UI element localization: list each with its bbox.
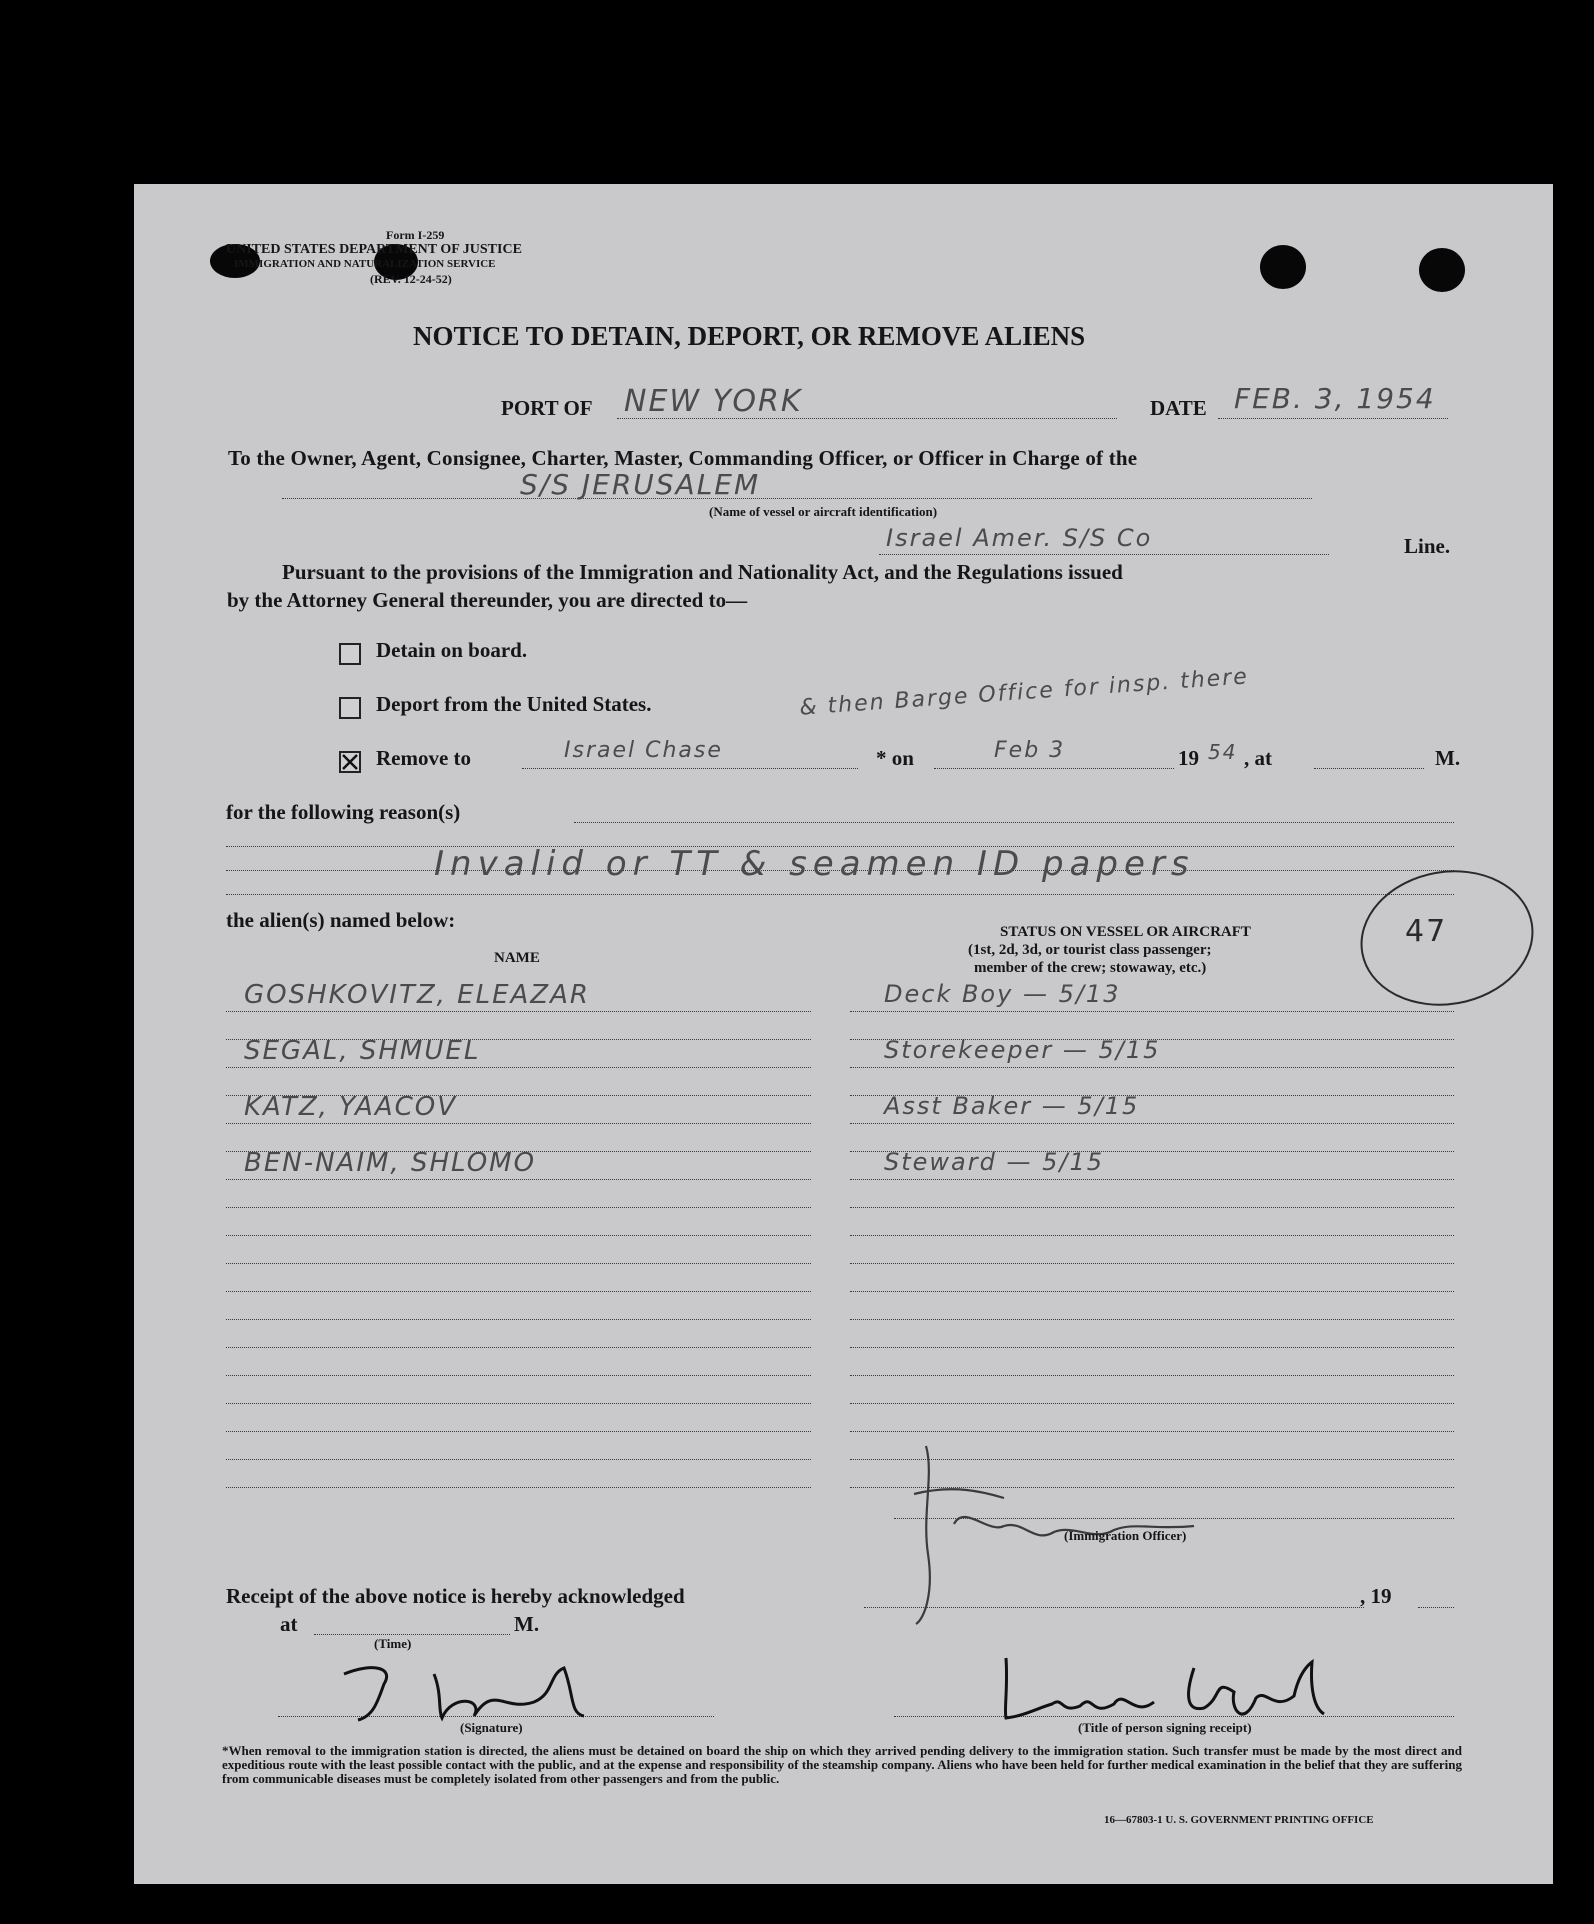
alien-name: BEN-NAIM, SHLOMO bbox=[244, 1148, 537, 1178]
remove-to-value: Israel Chase bbox=[564, 738, 723, 763]
check-mark-icon bbox=[341, 753, 359, 771]
receipt-m: M. bbox=[514, 1612, 540, 1636]
punch-hole-right-1 bbox=[1260, 245, 1306, 289]
date-value: FEB. 3, 1954 bbox=[1234, 382, 1436, 415]
alien-status: Asst Baker — 5/15 bbox=[884, 1092, 1140, 1120]
pursuant-text-2: by the Attorney General thereunder, you are directed to— bbox=[227, 588, 748, 612]
form-page bbox=[134, 184, 1553, 1884]
alien-status: Deck Boy — 5/13 bbox=[884, 980, 1121, 1008]
port-value: NEW YORK bbox=[624, 384, 803, 419]
date-label: DATE bbox=[1150, 396, 1207, 420]
circled-number: 47 bbox=[1405, 914, 1448, 949]
detain-checkbox[interactable] bbox=[339, 643, 361, 665]
form-revision: (REV. 12-24-52) bbox=[370, 272, 452, 286]
at-label: , at bbox=[1244, 746, 1272, 770]
status-header-1: STATUS ON VESSEL OR AIRCRAFT bbox=[1000, 924, 1251, 940]
footnote: *When removal to the immigration station is directed, the aliens must be detained on board the ship on which they arrived pending delivery to the immigration station. Such transfer must be made by the most direct and expeditious route with the least possible contact with the public, and at the expense and responsibility of the steamship company. Aliens who have been held for further medical examination in the belief that they are suffering from communicable diseases must be completely isolated from other passengers and from the public. bbox=[222, 1743, 1462, 1786]
vessel-caption: (Name of vessel or aircraft identification) bbox=[709, 504, 938, 519]
officer-caption: (Immigration Officer) bbox=[1064, 1528, 1187, 1543]
alien-name: GOSHKOVITZ, ELEAZAR bbox=[244, 980, 590, 1010]
punch-hole-right-2 bbox=[1419, 248, 1465, 292]
receipt-text: Receipt of the above notice is hereby acknowledged bbox=[226, 1584, 685, 1608]
agency-line-2: IMMIGRATION AND NATURALIZATION SERVICE bbox=[234, 258, 496, 270]
receipt-year: , 19 bbox=[1360, 1584, 1392, 1608]
form-number: Form I-259 bbox=[386, 228, 445, 242]
alien-status: Storekeeper — 5/15 bbox=[884, 1036, 1161, 1064]
signature-caption: (Signature) bbox=[460, 1720, 523, 1735]
deport-checkbox[interactable] bbox=[339, 697, 361, 719]
form-title: NOTICE TO DETAIN, DEPORT, OR REMOVE ALIENS bbox=[413, 321, 1086, 351]
on-value: Feb 3 bbox=[994, 738, 1066, 763]
status-header-3: member of the crew; stowaway, etc.) bbox=[974, 960, 1207, 976]
agency-line-1: UNITED STATES DEPARTMENT OF JUSTICE bbox=[226, 242, 522, 257]
detain-label: Detain on board. bbox=[376, 638, 528, 662]
alien-name: SEGAL, SHMUEL bbox=[244, 1036, 481, 1066]
alien-name: KATZ, YAACOV bbox=[244, 1092, 458, 1122]
m-label: M. bbox=[1435, 746, 1461, 770]
aliens-label: the alien(s) named below: bbox=[226, 908, 456, 932]
on-label: * on bbox=[876, 746, 914, 770]
deport-label: Deport from the United States. bbox=[376, 692, 652, 716]
name-header: NAME bbox=[494, 950, 540, 966]
reason-value: Invalid or TT & seamen ID papers bbox=[434, 844, 1195, 884]
remove-checkbox[interactable] bbox=[339, 751, 361, 773]
year-value: 54 bbox=[1208, 740, 1238, 764]
line-label: Line. bbox=[1404, 534, 1451, 558]
remove-label: Remove to bbox=[376, 746, 472, 770]
printer-line: 16—67803-1 U. S. GOVERNMENT PRINTING OFFICE bbox=[1104, 1814, 1374, 1826]
title-caption: (Title of person signing receipt) bbox=[1078, 1720, 1252, 1735]
time-caption: (Time) bbox=[374, 1636, 412, 1651]
addressee-text: To the Owner, Agent, Consignee, Charter, Master, Commanding Officer, or Officer in Charge of the bbox=[228, 446, 1138, 470]
pursuant-text-1: Pursuant to the provisions of the Immigration and Nationality Act, and the Regulations issued bbox=[282, 560, 1123, 584]
status-header-2: (1st, 2d, 3d, or tourist class passenger; bbox=[968, 942, 1212, 958]
vessel-value: S/S JERUSALEM bbox=[520, 468, 761, 501]
alien-status: Steward — 5/15 bbox=[884, 1148, 1104, 1176]
port-label: PORT OF bbox=[501, 396, 593, 420]
year-prefix: 19 bbox=[1178, 746, 1199, 770]
reason-label: for the following reason(s) bbox=[226, 800, 461, 824]
receipt-at: at bbox=[280, 1612, 298, 1636]
deport-annotation: & then Barge Office for insp. there bbox=[798, 664, 1250, 721]
line-value: Israel Amer. S/S Co bbox=[886, 524, 1153, 552]
